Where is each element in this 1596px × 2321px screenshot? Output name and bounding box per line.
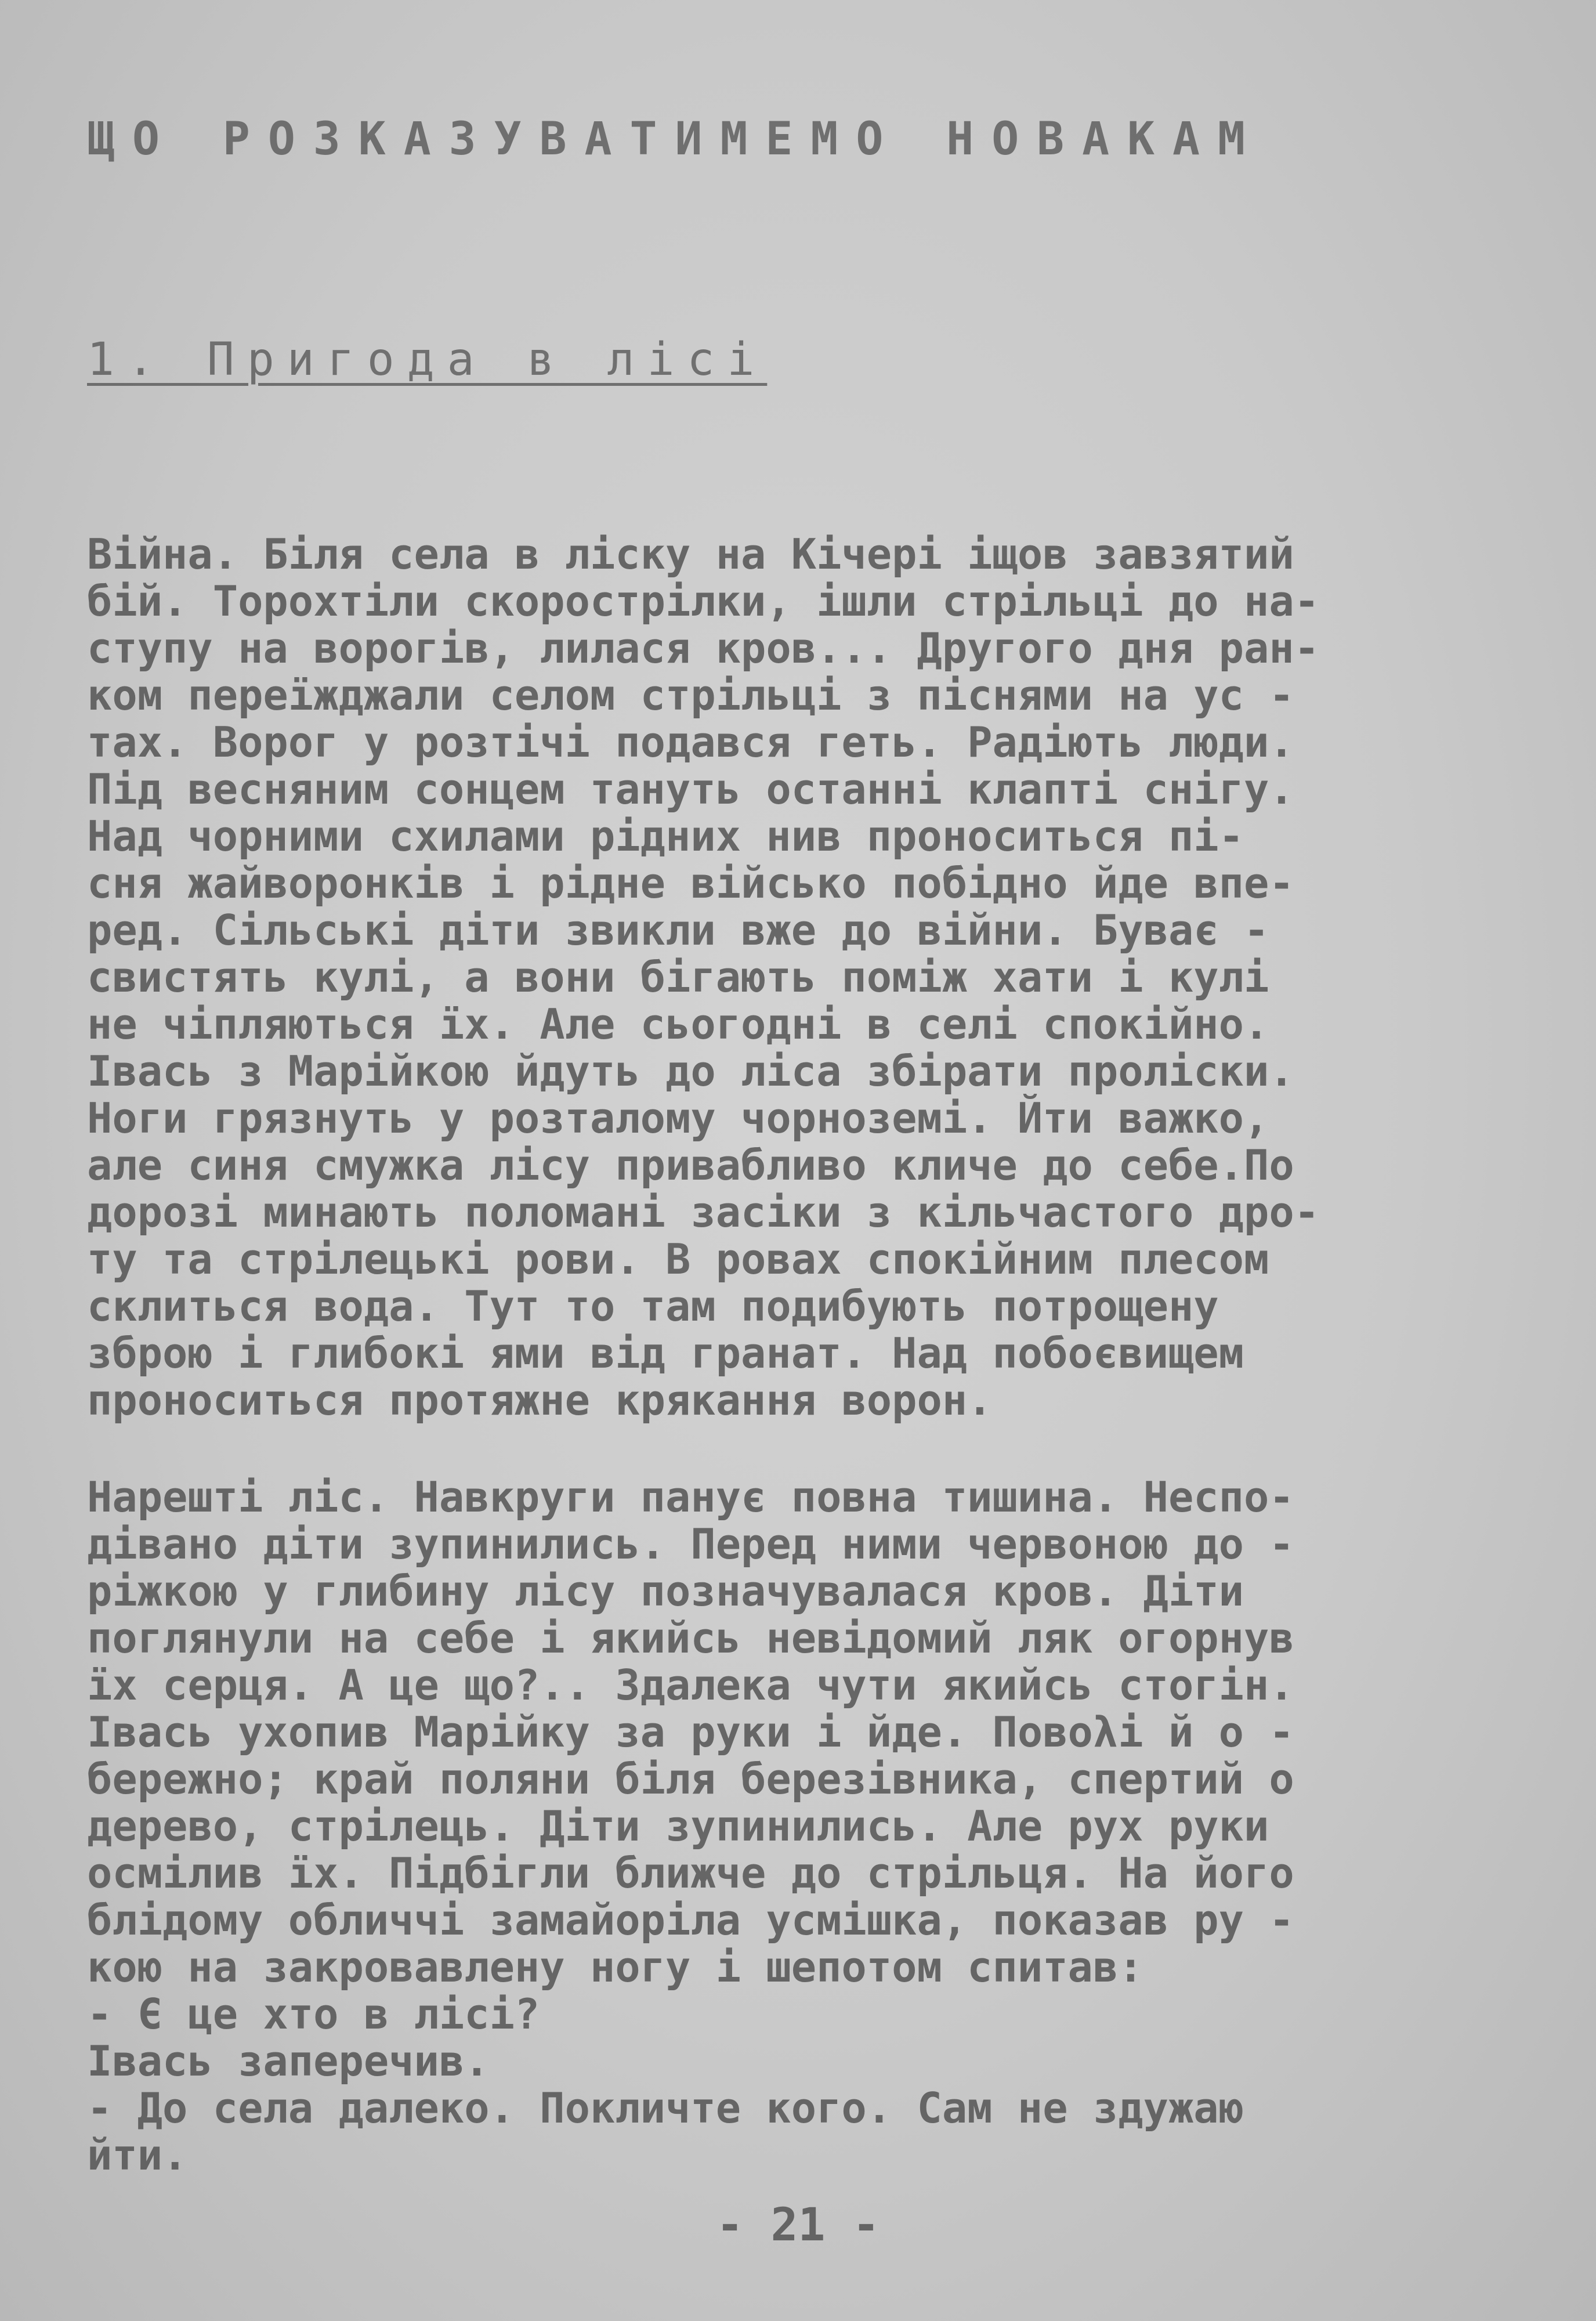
section-title: 1. Пригода в лісі [87,334,768,386]
body-paragraph-1: Війна. Біля села в ліску на Кічері іщов завзятий бій. Торохтіли скорострілки, ішли стрільці до на- ступу на ворогів, лилася кров... Другого дня ран- ком переїжджали селом стрільці з піснями на ус - тах. Ворог у розтічі подався геть. Радіють люди. Під весняним сонцем тануть останні клапті снігу. Над чорними схилами рідних нив проноситься пі- сня жайворонків і рідне військо побідно йде впе- ред. Сільські діти звикли вже до війни. Буває - свистять кулі, а вони бігають поміж хати і кулі не чіпляються їх. Але сьогодні в селі спокійно. Івась з Марійкою йдуть до ліса збірати проліски. Ноги грязнуть у розталому чорноземі. Йти важко, але синя смужка лісу привабливо кличе до себе.По дорозі минають поломані засіки з кільчастого дро- ту та стрілецькі рови. В ровах спокійним плесом склиться вода. Тут то там подибують потрощену зброю і глибокі ями від гранат. Над побоєвищем проноситься протяжне крякання ворон. [87,530,1320,1425]
page-title: ЩО РОЗКАЗУВАТИМЕМО НОВАКАМ [87,113,1263,165]
body-paragraph-2: Нарешті ліс. Навкруги панує повна тишина. Неспо- дівано діти зупинились. Перед ними червоною до - ріжкою у глибину лісу позначувалася кров. Діти поглянули на себе і якийсь невідомий ляк огорнув їх серця. А це що?.. Здалека чути якийсь стогін. Івась ухопив Марійку за руки і йде. Повολі й о - бережно; край поляни біля березівника, спертий о дерево, стрілець. Діти зупинились. Але рух руки осмілив їх. Підбігли ближче до стрільця. На його блідому обличчі замайоріла усмішка, показав ру - кою на закровавлену ногу і шепотом спитав: - Є це хто в лісі? Івась заперечив. - До села далеко. Покличте кого. Сам не здужаю йти. [87,1473,1294,2179]
page-number: - 21 - [716,2199,880,2251]
